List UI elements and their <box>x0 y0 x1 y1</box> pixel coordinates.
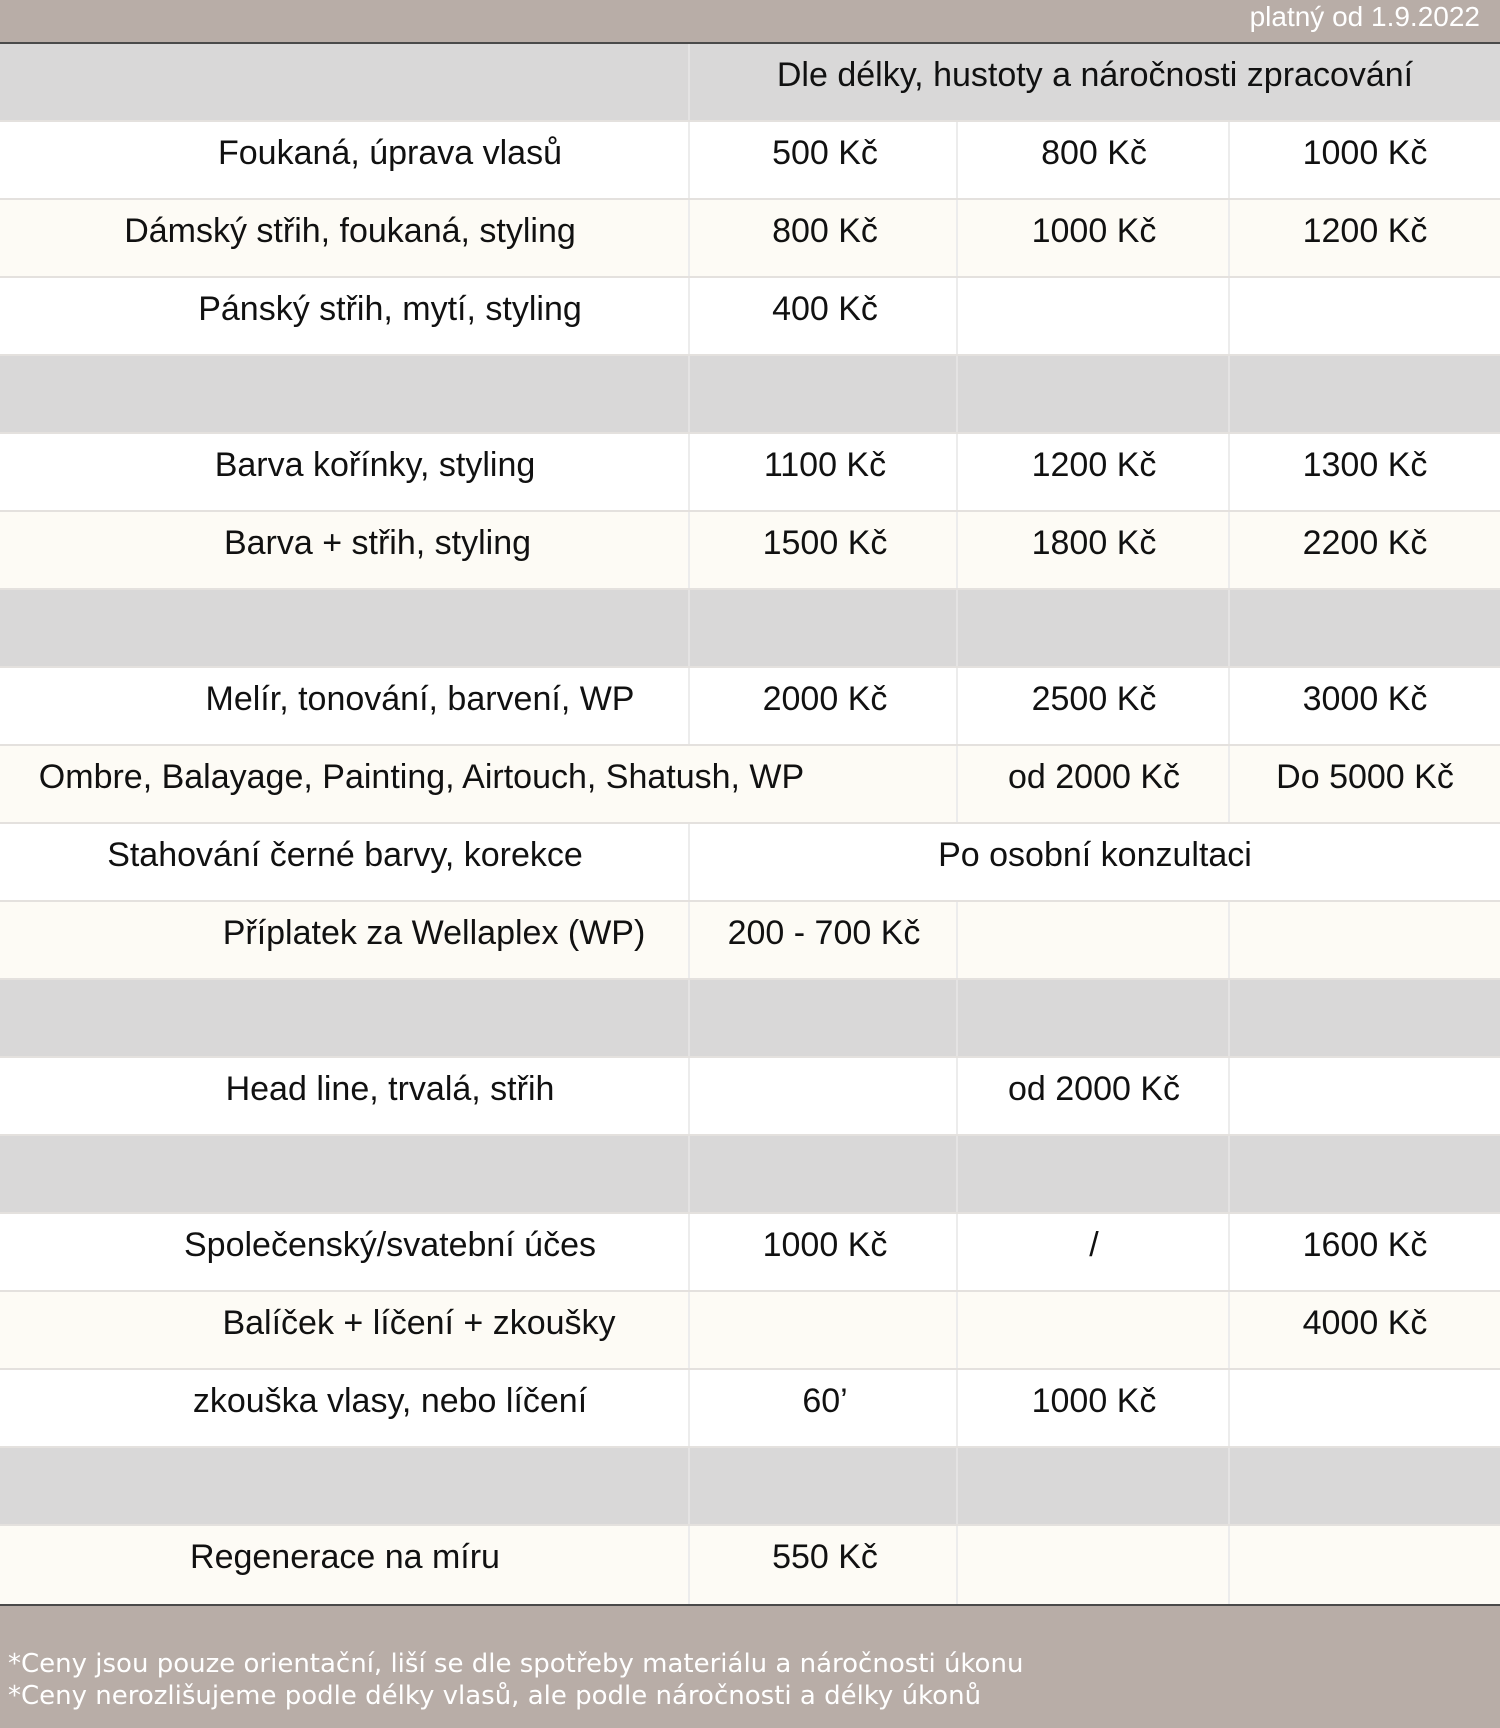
price-span: Po osobní konzultaci <box>938 836 1252 874</box>
price-tier-3: 1000 Kč <box>1302 134 1428 172</box>
spacer-row <box>0 1136 1500 1214</box>
price-tier-1: 1500 Kč <box>762 524 888 562</box>
price-tier-1: 550 Kč <box>772 1538 878 1576</box>
price-tier-1: 500 Kč <box>772 134 878 172</box>
header-label: Dle délky, hustoty a náročnosti zpracování <box>776 56 1414 94</box>
price-tier-3: 1600 Kč <box>1302 1226 1428 1264</box>
price-tier-3: Do 5000 Kč <box>1276 758 1454 796</box>
spacer-row <box>0 980 1500 1058</box>
table-header-row <box>0 44 1500 122</box>
table-row <box>0 1058 1500 1136</box>
service-name: Společenský/svatební účes <box>183 1226 597 1264</box>
price-tier-1: 800 Kč <box>772 212 878 250</box>
price-tier-2: 1000 Kč <box>1031 212 1157 250</box>
service-name: Ombre, Balayage, Painting, Airtouch, Shatush, WP <box>38 758 805 796</box>
table-row <box>0 512 1500 590</box>
valid-from-date: platný od 1.9.2022 <box>1249 1 1480 32</box>
service-name: Foukaná, úprava vlasů <box>218 134 562 172</box>
price-tier-3: 2200 Kč <box>1302 524 1428 562</box>
service-name: Pánský střih, mytí, styling <box>198 290 582 328</box>
price-tier-2: 1200 Kč <box>1031 446 1157 484</box>
service-name: Balíček + líčení + zkoušky <box>222 1304 616 1342</box>
table-row <box>0 746 1500 824</box>
footnote: *Ceny jsou pouze orientační, liší se dle spotřeby materiálu a náročnosti úkonu <box>8 1649 1024 1679</box>
service-name: Melír, tonování, barvení, WP <box>205 680 635 718</box>
table-row <box>0 434 1500 512</box>
service-name: zkouška vlasy, nebo líčení <box>192 1382 588 1420</box>
service-name: Regenerace na míru <box>190 1538 500 1576</box>
price-tier-1: 60’ <box>802 1382 848 1420</box>
service-name: Příplatek za Wellaplex (WP) <box>222 914 646 952</box>
price-tier-2: / <box>1089 1226 1099 1264</box>
table-row <box>0 902 1500 980</box>
table-row <box>0 1292 1500 1370</box>
spacer-row <box>0 1448 1500 1526</box>
spacer-row <box>0 590 1500 668</box>
table-row <box>0 668 1500 746</box>
service-name: Stahování černé barvy, korekce <box>107 836 583 874</box>
table-row <box>0 200 1500 278</box>
table-row <box>0 1214 1500 1292</box>
price-tier-2: od 2000 Kč <box>1007 758 1181 796</box>
table-row <box>0 122 1500 200</box>
price-tier-1: 1100 Kč <box>763 446 887 484</box>
table-row <box>0 278 1500 356</box>
price-tier-3: 4000 Kč <box>1302 1304 1428 1342</box>
service-name: Head line, trvalá, střih <box>225 1070 555 1108</box>
price-tier-2: 2500 Kč <box>1031 680 1157 718</box>
spacer-row <box>0 356 1500 434</box>
price-tier-3: 3000 Kč <box>1302 680 1428 718</box>
table-row <box>0 1370 1500 1448</box>
price-tier-3: 1300 Kč <box>1302 446 1428 484</box>
price-tier-1: 400 Kč <box>772 290 878 328</box>
price-tier-2: 1000 Kč <box>1031 1382 1157 1420</box>
service-name: Barva + střih, styling <box>223 524 532 562</box>
price-tier-1: 2000 Kč <box>762 680 888 718</box>
price-tier-2: 1800 Kč <box>1031 524 1157 562</box>
service-name: Dámský střih, foukaná, styling <box>124 212 576 250</box>
service-name: Barva kořínky, styling <box>214 446 536 484</box>
price-tier-2: od 2000 Kč <box>1007 1070 1181 1108</box>
footnote: *Ceny nerozlišujeme podle délky vlasů, ale podle náročnosti a délky úkonů <box>8 1681 982 1711</box>
price-tier-3: 1200 Kč <box>1302 212 1428 250</box>
table-row <box>0 1526 1500 1604</box>
footnotes <box>8 1648 1023 1712</box>
price-table <box>0 42 1500 1606</box>
price-tier-2: 800 Kč <box>1041 134 1147 172</box>
table-row <box>0 824 1500 902</box>
price-tier-1: 200 - 700 Kč <box>727 914 921 952</box>
price-tier-1: 1000 Kč <box>762 1226 888 1264</box>
